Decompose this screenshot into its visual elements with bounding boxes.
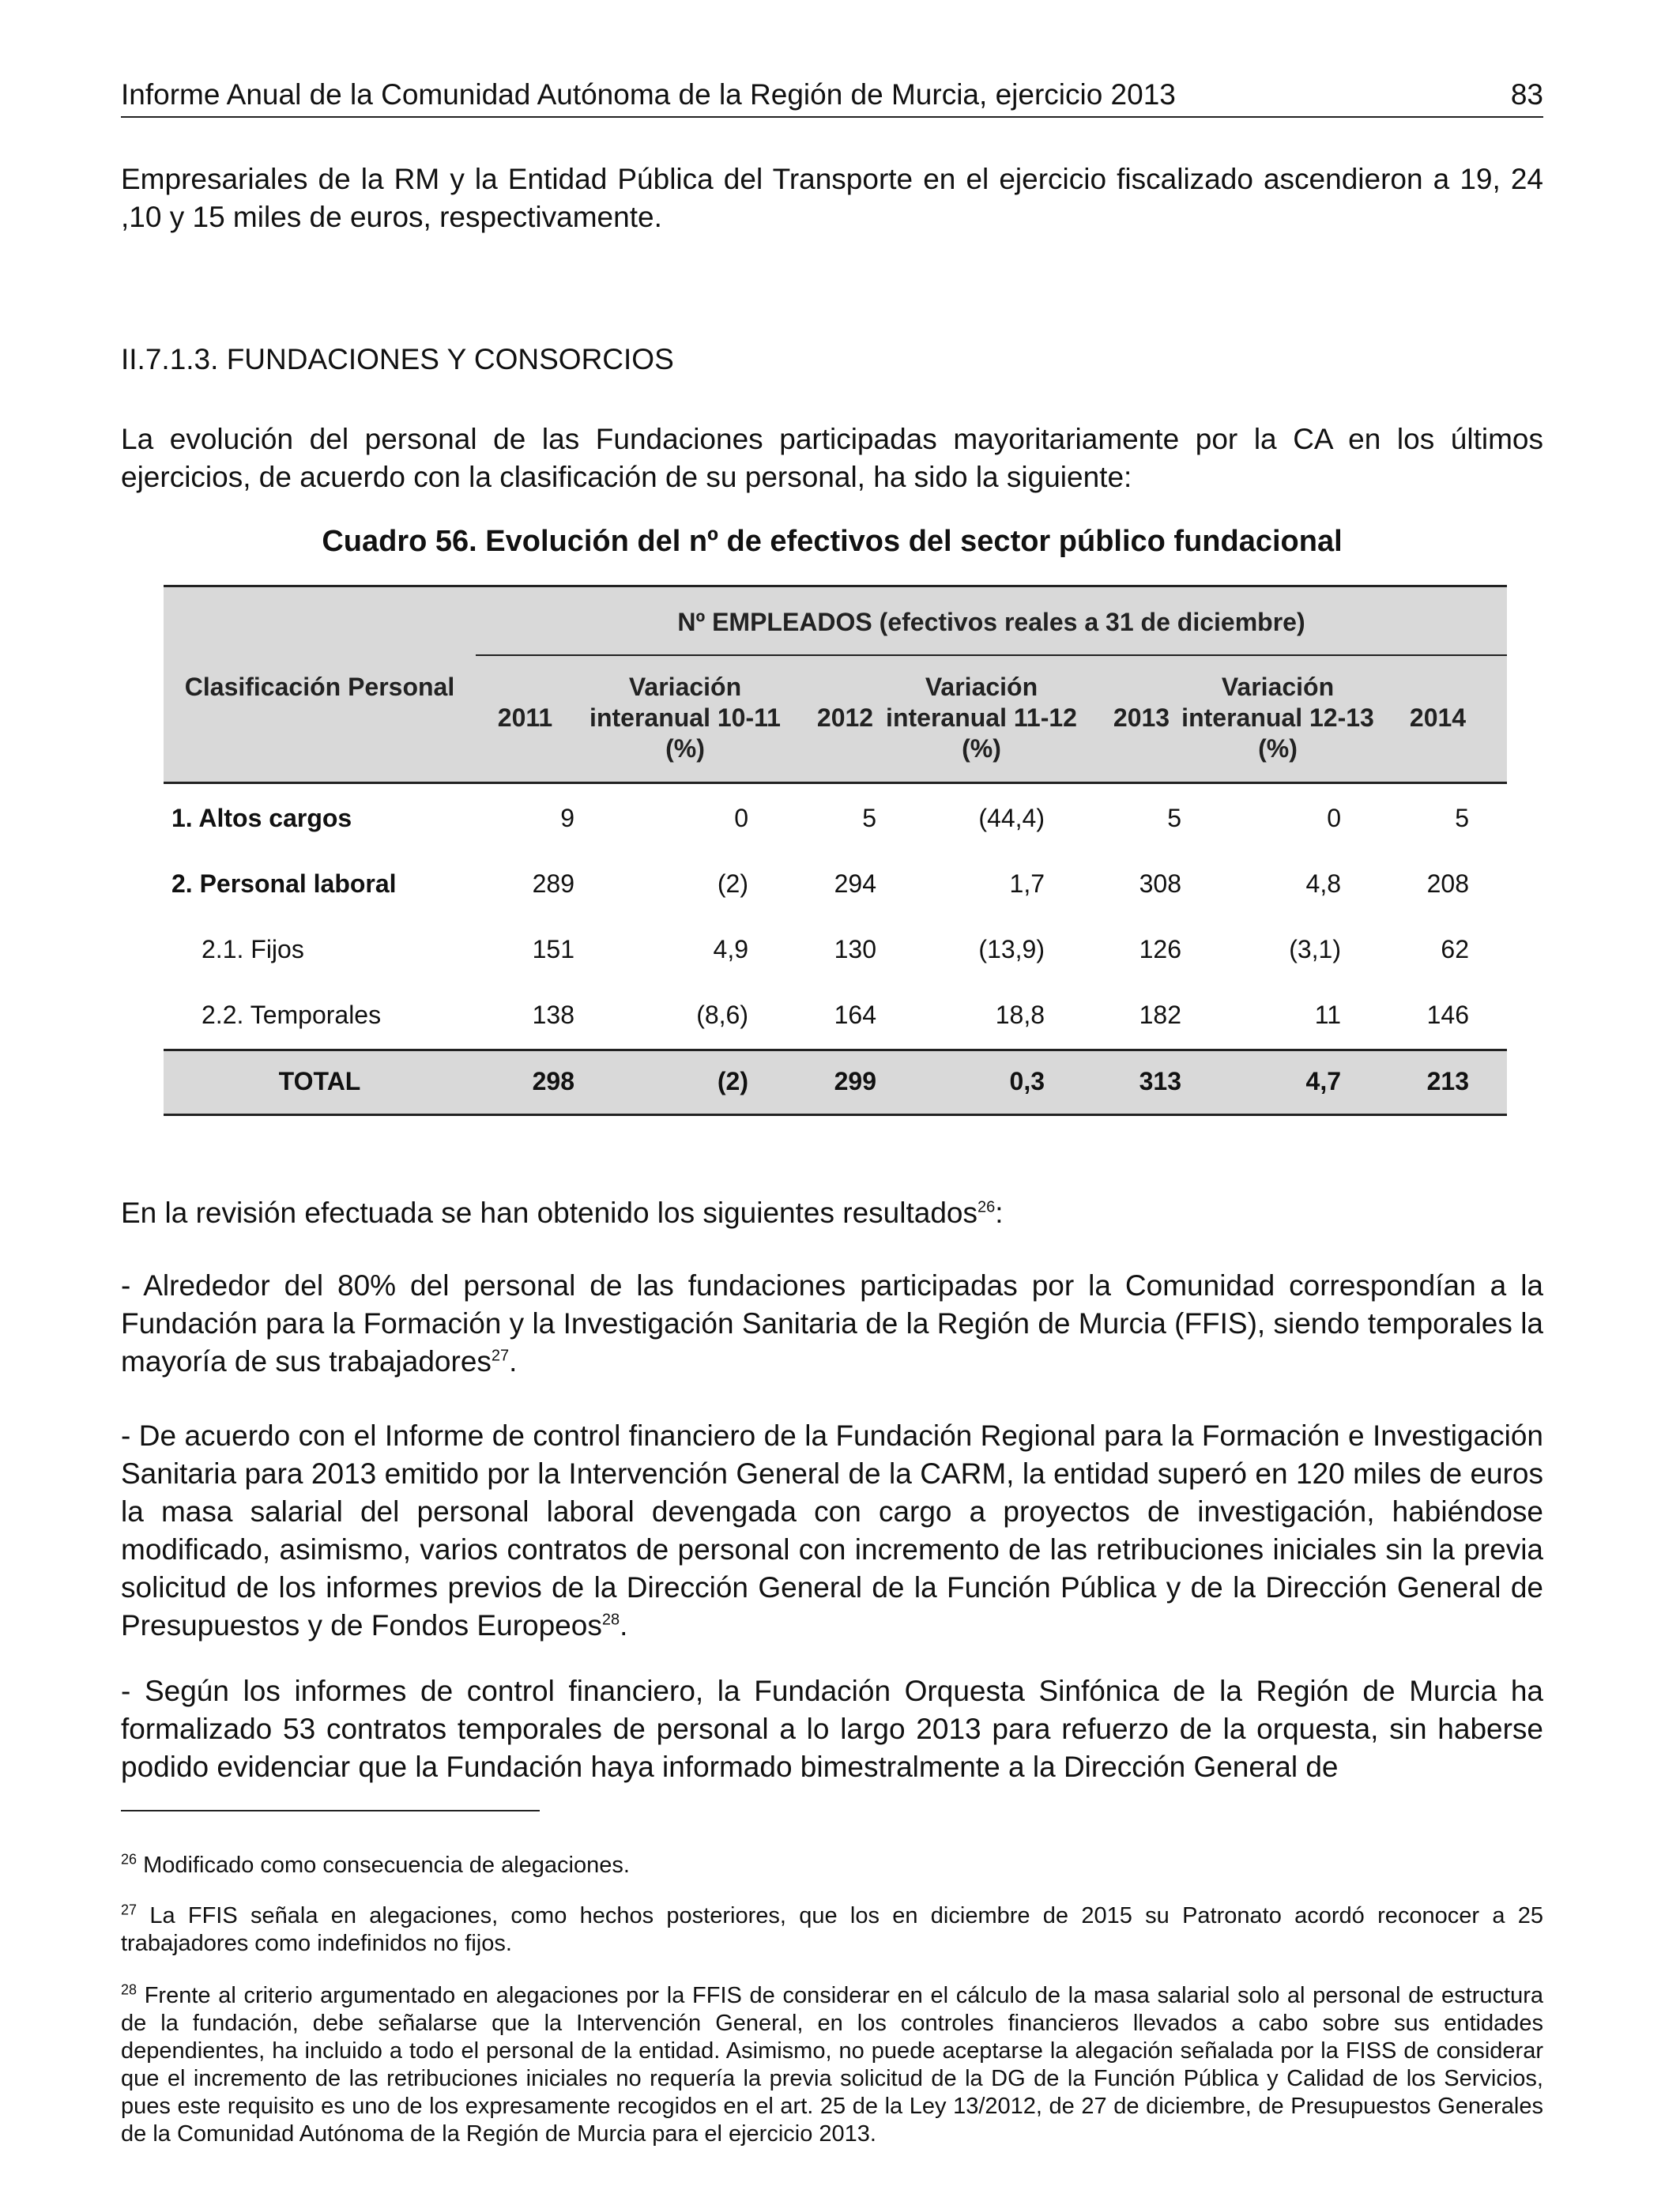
table-cell: 1,7 <box>1009 869 1045 898</box>
bullet-1-text: - Alrededor del 80% del personal de las fundaciones participadas por la Comunidad correspondían a la Fundación para la Formación y la Investigación Sanitaria de la Región de Murcia (FFIS), siendo temporales la mayoría de sus trabajadores <box>121 1269 1543 1378</box>
table-cell: (13,9) <box>978 935 1045 963</box>
col-header-2012: 2012 <box>816 703 874 732</box>
row-label: 2. Personal laboral <box>171 869 397 898</box>
table-cell: 5 <box>1167 804 1181 832</box>
table-caption: Cuadro 56. Evolución del nº de efectivos del sector público fundacional <box>322 525 1343 558</box>
footnote-separator <box>121 1810 540 1811</box>
row-label: 2.1. Fijos <box>202 935 304 963</box>
intro-paragraph: Empresariales de la RM y la Entidad Pública del Transporte en el ejercicio fiscalizado ascendieron a 19, 24 ,10 y 15 miles de euros, respectivamente. <box>121 163 1543 233</box>
footnote-28 <box>121 1982 1543 2148</box>
table-cell: 294 <box>834 869 876 898</box>
bullet-1 <box>121 1267 1543 1381</box>
table-total-top-rule <box>164 1049 1507 1051</box>
row-header-label: Clasificación Personal <box>184 673 455 701</box>
table-cell: 126 <box>1139 935 1181 963</box>
footnote-27 <box>121 1902 1543 1958</box>
table-cell: 4,9 <box>713 935 748 963</box>
table-cell: 130 <box>834 935 876 963</box>
table-cell: 5 <box>1455 804 1469 832</box>
table-bottom-rule <box>164 1114 1507 1116</box>
table-cell: 298 <box>532 1067 574 1095</box>
footnote-text: La FFIS señala en alegaciones, como hechos posteriores, que los en diciembre de 2015 su Patronato acordó reconocer a 25 trabajadores como indefinidos no fijos. <box>121 1903 1543 1956</box>
footnote-ref-26[interactable]: 26 <box>977 1198 996 1216</box>
table-cell: 138 <box>532 1001 574 1029</box>
footnote-26 <box>121 1852 1543 1879</box>
bullet-3: - Según los informes de control financiero, la Fundación Orquesta Sinfónica de la Región de Murcia ha formalizado 53 contratos temporales de personal a lo largo 2013 para refuerzo de la orquesta, sin haberse podido evidenciar que la Fundación haya informado bimestralmente a la Dirección General de <box>121 1675 1543 1783</box>
col-header-var-11-12: Variación interanual 11-12 (%) <box>886 673 1077 763</box>
table-cell: 299 <box>834 1067 876 1095</box>
section-paragraph: La evolución del personal de las Fundaciones participadas mayoritariamente por la CA en los últimos ejercicios, de acuerdo con la clasificación de su personal, ha sido la siguiente: <box>121 423 1543 493</box>
footnote-text: Frente al criterio argumentado en alegaciones por la FFIS de considerar en el cálculo de la masa salarial solo al personal de estructura de la fundación, debe señalarse que la Intervención General, en los controles financieros llevados a cabo sobre sus entidades dependientes, ha incluido a todo el personal de la entidad. Asimismo, no puede aceptarse la alegación señalada por la FISS de considerar que el incremento de las retribuciones iniciales no requería la previa solicitud de la DG de la Función Pública y Calidad de los Servicios, pues este requisito es uno de los expresamente recogidos en el art. 25 de la Ley 13/2012, de 27 de diciembre, de Presupuestos Generales de la Comunidad Autónoma de la Región de Murcia para el ejercicio 2013. <box>121 1983 1543 2147</box>
table-cell: 289 <box>532 869 574 898</box>
bullet-2-period: . <box>620 1609 628 1642</box>
table-cell: (44,4) <box>978 804 1045 832</box>
col-header-2011: 2011 <box>497 703 553 732</box>
results-intro <box>121 1194 1543 1232</box>
col-header-2014: 2014 <box>1409 703 1467 732</box>
table-cell: 164 <box>834 1001 876 1029</box>
table-cell: 0,3 <box>1009 1067 1045 1095</box>
table-cell: 11 <box>1314 1001 1341 1029</box>
staff-evolution-table <box>164 585 1507 1116</box>
total-label: TOTAL <box>278 1067 361 1095</box>
results-intro-colon: : <box>995 1197 1004 1229</box>
col-header-var-10-11: Variación interanual 10-11 (%) <box>590 673 781 763</box>
table-cell: 4,7 <box>1305 1067 1341 1095</box>
col-header-2013: 2013 <box>1113 703 1170 732</box>
table-cell: (3,1) <box>1289 935 1341 963</box>
header-title: Informe Anual de la Comunidad Autónoma de la Región de Murcia, ejercicio 2013 <box>121 78 1176 111</box>
running-header <box>121 75 1543 118</box>
footnote-ref-28[interactable]: 28 <box>601 1611 620 1629</box>
table-cell: 9 <box>560 804 574 832</box>
table-cell: 18,8 <box>995 1001 1045 1029</box>
table-cell: 308 <box>1139 869 1181 898</box>
table-cell: 0 <box>1327 804 1341 832</box>
table-cell: 146 <box>1426 1001 1469 1029</box>
table-cell: 208 <box>1426 869 1469 898</box>
bullet-1-period: . <box>509 1345 518 1378</box>
table-cell: 182 <box>1139 1001 1181 1029</box>
table-cell: (8,6) <box>696 1001 748 1029</box>
bullet-2-text: - De acuerdo con el Informe de control financiero de la Fundación Regional para la Formación e Investigación Sanitaria para 2013 emitido por la Intervención General de la CARM, la entidad superó en 120 miles de euros la masa salarial del personal laboral devengada con cargo a proyectos de investigación, habiéndose modificado, asimismo, varios contratos de personal con incremento de las retribuciones iniciales sin la previa solicitud de los informes previos de la Dirección General de la Función Pública y de la Dirección General de Presupuestos y de Fondos Europeos <box>121 1419 1543 1642</box>
table-cell: 0 <box>734 804 748 832</box>
footnote-number: 27 <box>121 1902 137 1918</box>
table-top-rule <box>164 585 1507 587</box>
table-cell: 62 <box>1441 935 1469 963</box>
footnote-text: Modificado como consecuencia de alegaciones. <box>143 1853 630 1878</box>
footnote-number: 26 <box>121 1851 137 1868</box>
row-label: 2.2. Temporales <box>202 1001 382 1029</box>
footnote-number: 28 <box>121 1981 137 1998</box>
table-cell: 5 <box>862 804 876 832</box>
table-group-rule <box>476 654 1507 656</box>
bullet-2 <box>121 1417 1543 1645</box>
table-cell: (2) <box>717 1067 748 1095</box>
table-cell: 4,8 <box>1305 869 1341 898</box>
results-intro-text: En la revisión efectuada se han obtenido los siguientes resultados <box>121 1197 977 1229</box>
table-cell: 151 <box>532 935 574 963</box>
table-header-rule <box>164 782 1507 784</box>
table-cell: (2) <box>717 869 748 898</box>
col-header-var-12-13: Variación interanual 12-13 (%) <box>1181 673 1374 763</box>
group-header-label: Nº EMPLEADOS (efectivos reales a 31 de diciembre) <box>677 608 1305 636</box>
section-heading: II.7.1.3. FUNDACIONES Y CONSORCIOS <box>121 343 674 375</box>
row-label: 1. Altos cargos <box>171 804 352 832</box>
page-number: 83 <box>1510 78 1543 111</box>
table-cell: 213 <box>1426 1067 1469 1095</box>
footnote-ref-27[interactable]: 27 <box>491 1347 510 1365</box>
table-cell: 313 <box>1139 1067 1181 1095</box>
